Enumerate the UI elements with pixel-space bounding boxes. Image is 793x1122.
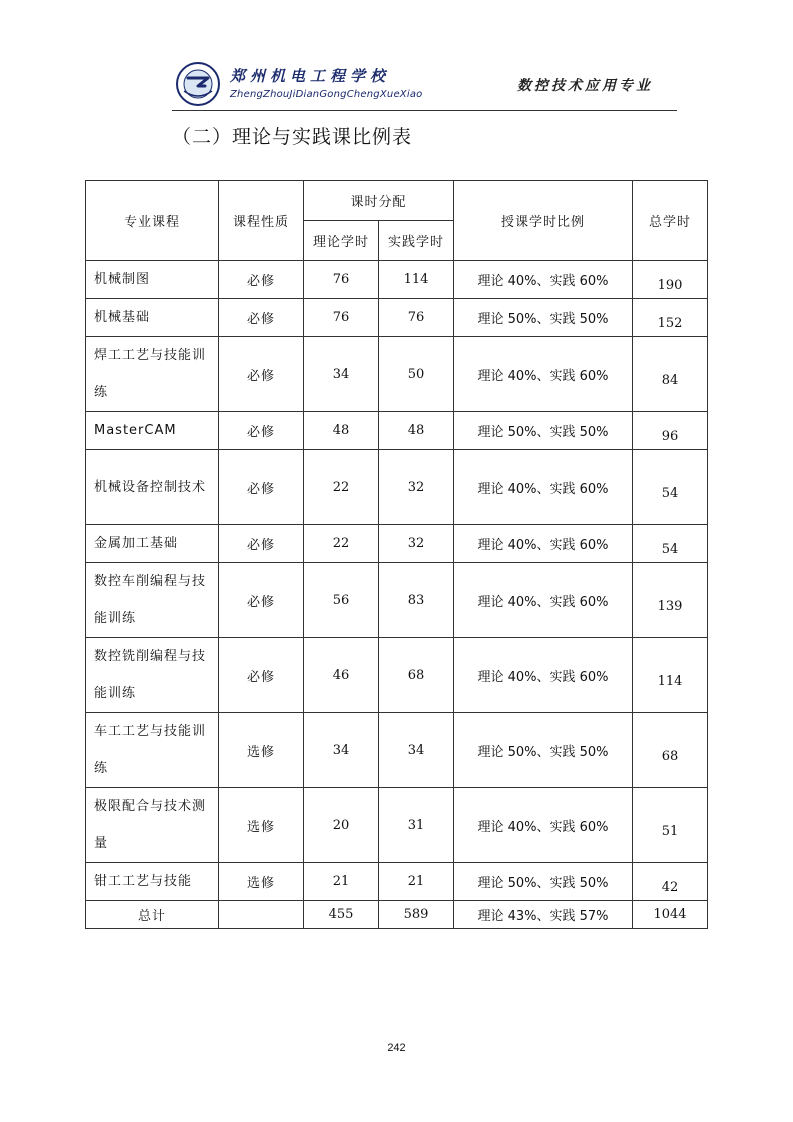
ratio-cell: 理论 40%、实践 60% — [454, 337, 633, 412]
practice-hours-cell: 48 — [379, 412, 454, 450]
table-row — [86, 563, 708, 638]
course-name-cell: 机械制图 — [86, 261, 219, 299]
theory-hours-cell: 56 — [304, 563, 379, 638]
course-name-cell: 机械基础 — [86, 299, 219, 337]
course-name-cell: MasterCAM — [86, 412, 219, 450]
course-name-cell: 钳工工艺与技能 — [86, 863, 219, 901]
ratio-cell: 理论 50%、实践 50% — [454, 713, 633, 788]
theory-hours-cell: 34 — [304, 713, 379, 788]
practice-hours-cell: 21 — [379, 863, 454, 901]
course-type-cell: 必修 — [219, 450, 304, 525]
course-name-cell: 车工工艺与技能训练 — [86, 713, 219, 788]
table-row — [86, 788, 708, 863]
summary-ratio-cell: 理论 43%、实践 57% — [454, 901, 633, 929]
course-type-cell: 选修 — [219, 863, 304, 901]
total-hours-cell — [633, 337, 708, 412]
total-hours-cell — [633, 713, 708, 788]
course-type-cell: 必修 — [219, 563, 304, 638]
total-hours-value: 51 — [661, 823, 679, 839]
practice-hours-cell: 76 — [379, 299, 454, 337]
course-ratio-table — [85, 180, 708, 929]
school-name-cn: 郑州机电工程学校 — [230, 67, 391, 85]
total-hours-value: 190 — [657, 278, 683, 293]
theory-hours-cell: 76 — [304, 299, 379, 337]
summary-theory-cell: 455 — [304, 901, 379, 929]
course-name-cell: 机械设备控制技术 — [86, 450, 219, 525]
total-hours-value: 139 — [657, 598, 683, 614]
total-hours-cell — [633, 450, 708, 525]
total-hours-value: 96 — [661, 429, 679, 444]
section-title: （二）理论与实践课比例表 — [172, 126, 413, 148]
header-theory: 理论学时 — [304, 221, 379, 261]
practice-hours-cell: 83 — [379, 563, 454, 638]
total-hours-value: 54 — [661, 485, 679, 501]
ratio-cell: 理论 40%、实践 60% — [454, 788, 633, 863]
header-practice: 实践学时 — [379, 221, 454, 261]
practice-hours-cell: 50 — [379, 337, 454, 412]
ratio-cell: 理论 40%、实践 60% — [454, 638, 633, 713]
header-divider — [172, 110, 677, 111]
ratio-cell: 理论 40%、实践 60% — [454, 261, 633, 299]
ratio-cell: 理论 40%、实践 60% — [454, 450, 633, 525]
practice-hours-cell: 34 — [379, 713, 454, 788]
course-name-cell: 极限配合与技术测量 — [86, 788, 219, 863]
summary-type-cell — [219, 901, 304, 929]
page-header — [172, 55, 677, 111]
total-hours-value: 68 — [661, 748, 679, 764]
summary-total-cell: 1044 — [633, 901, 708, 929]
summary-practice-cell: 589 — [379, 901, 454, 929]
header-total: 总学时 — [633, 181, 708, 261]
header-type: 课程性质 — [219, 181, 304, 261]
summary-label-cell: 总计 — [86, 901, 219, 929]
page-number: 242 — [387, 1042, 406, 1054]
school-name-en: ZhengZhouJiDianGongChengXueXiao — [230, 89, 423, 100]
total-hours-value: 152 — [657, 316, 683, 331]
table-row — [86, 261, 708, 299]
theory-hours-cell: 20 — [304, 788, 379, 863]
table-row — [86, 337, 708, 412]
total-hours-value: 84 — [661, 372, 679, 388]
total-hours-cell — [633, 863, 708, 901]
ratio-cell: 理论 50%、实践 50% — [454, 412, 633, 450]
course-name-cell: 金属加工基础 — [86, 525, 219, 563]
table-row — [86, 713, 708, 788]
course-name-cell: 数控铣削编程与技能训练 — [86, 638, 219, 713]
total-hours-value: 42 — [661, 880, 679, 895]
table-row — [86, 638, 708, 713]
theory-hours-cell: 76 — [304, 261, 379, 299]
theory-hours-cell: 22 — [304, 525, 379, 563]
theory-hours-cell: 21 — [304, 863, 379, 901]
theory-hours-cell: 46 — [304, 638, 379, 713]
total-hours-cell — [633, 563, 708, 638]
table-row — [86, 299, 708, 337]
practice-hours-cell: 32 — [379, 525, 454, 563]
ratio-cell: 理论 40%、实践 60% — [454, 563, 633, 638]
course-type-cell: 必修 — [219, 337, 304, 412]
total-hours-cell — [633, 638, 708, 713]
course-type-cell: 必修 — [219, 412, 304, 450]
table-row — [86, 412, 708, 450]
practice-hours-cell: 31 — [379, 788, 454, 863]
theory-hours-cell: 48 — [304, 412, 379, 450]
practice-hours-cell: 32 — [379, 450, 454, 525]
total-hours-value: 114 — [657, 673, 683, 689]
header-course: 专业课程 — [86, 181, 219, 261]
practice-hours-cell: 68 — [379, 638, 454, 713]
theory-hours-cell: 34 — [304, 337, 379, 412]
course-type-cell: 选修 — [219, 788, 304, 863]
course-type-cell: 必修 — [219, 525, 304, 563]
course-name-cell: 数控车削编程与技能训练 — [86, 563, 219, 638]
header-ratio: 授课学时比例 — [454, 181, 633, 261]
table-row — [86, 450, 708, 525]
total-hours-cell — [633, 261, 708, 299]
table-row — [86, 863, 708, 901]
course-type-cell: 必修 — [219, 299, 304, 337]
header-hours-group: 课时分配 — [304, 181, 454, 221]
practice-hours-cell: 114 — [379, 261, 454, 299]
theory-hours-cell: 22 — [304, 450, 379, 525]
course-type-cell: 必修 — [219, 638, 304, 713]
total-hours-cell — [633, 788, 708, 863]
total-hours-cell — [633, 299, 708, 337]
table-body — [86, 261, 708, 929]
school-logo-icon — [175, 61, 221, 107]
course-type-cell: 必修 — [219, 261, 304, 299]
total-hours-cell — [633, 412, 708, 450]
ratio-cell: 理论 50%、实践 50% — [454, 863, 633, 901]
table-row — [86, 525, 708, 563]
total-hours-cell — [633, 525, 708, 563]
ratio-cell: 理论 40%、实践 60% — [454, 525, 633, 563]
course-type-cell: 选修 — [219, 713, 304, 788]
ratio-cell: 理论 50%、实践 50% — [454, 299, 633, 337]
course-name-cell: 焊工工艺与技能训练 — [86, 337, 219, 412]
total-hours-value: 54 — [661, 542, 679, 557]
major-name: 数控技术应用专业 — [517, 78, 653, 94]
summary-row — [86, 901, 708, 929]
